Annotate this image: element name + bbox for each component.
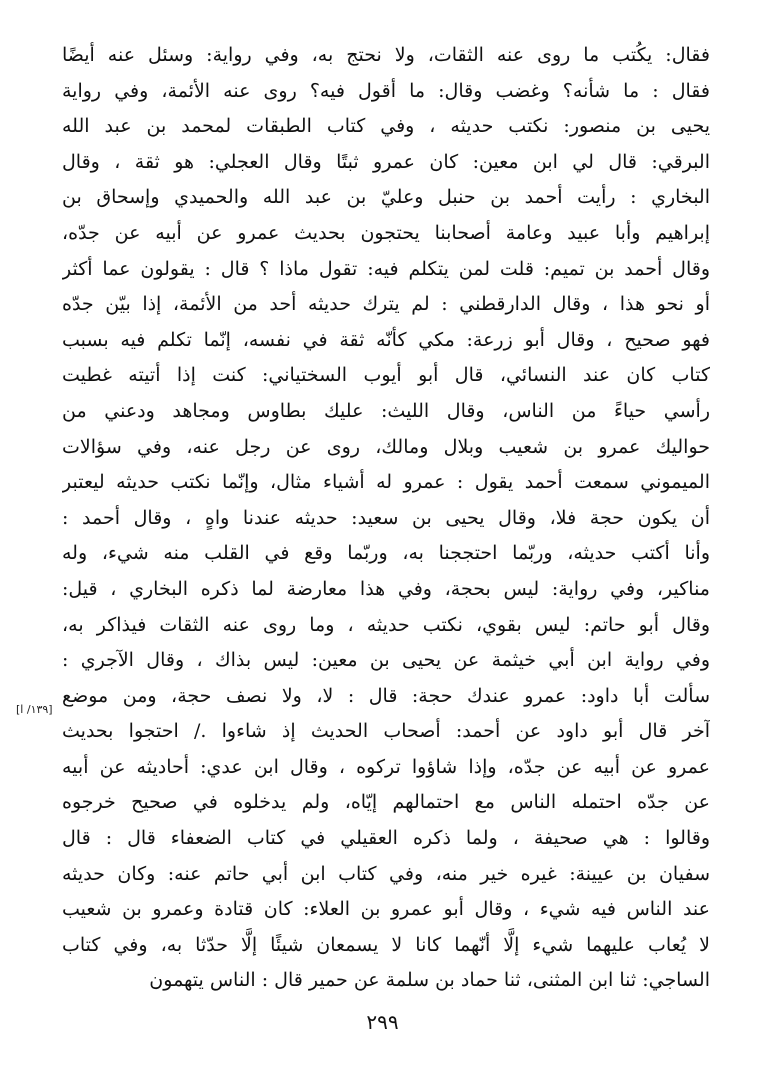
text-line: سألت أبا داود: عمرو عندك حجة: قال : لا، ولا نصف حجة، ومن موضع: [62, 684, 710, 707]
text-line: وأنا أكتب حديثه، وربّما احتججنا به، وربّما وقع في القلب منه شيء، وله: [62, 542, 710, 565]
text-line: وفي رواية ابن أبي خيثمة عن يحيى بن معين: ليس بذاك ، وقال الآجري :: [62, 649, 710, 672]
text-line: فقال: يكُتب ما روى عنه الثقات، ولا نحتج به، وفي رواية: وسئل عنه أيضًا: [62, 44, 710, 66]
text-line: يحيى بن منصور: نكتب حديثه ، وفي كتاب الطبقات لمحمد بن عبد الله: [62, 115, 710, 138]
text-line: مناكير، وفي رواية: ليس بحجة، وفي هذا معارضة لما ذكره البخاري ، قيل:: [62, 577, 710, 600]
text-line: البخاري : رأيت أحمد بن حنبل وعليّ بن عبد الله والحميدي وإسحاق بن: [62, 186, 710, 209]
text-line: وقال أبو حاتم: ليس بقوي، نكتب حديثه ، وما روى عنه الثقات فيذاكر به،: [62, 613, 710, 636]
text-line: عمرو عن أبيه عن جدّه، وإذا شاؤوا تركوه ، وقال ابن عدي: أحاديثه عن أبيه: [62, 755, 710, 778]
text-line: إبراهيم وأبا عبيد وعامة أصحابنا يحتجون بحديث عمرو عن أبيه عن جدّه،: [62, 221, 710, 244]
text-line: رأسي حياءً من الناس، وقال الليث: عليك بطاوس ومجاهد ودعني من: [62, 399, 710, 422]
text-line: أن يكون حجة فلا، وقال يحيى بن سعيد: حديثه عندنا واهٍ ، وقال أحمد :: [62, 506, 710, 529]
text-line: فهو صحيح ، وقال أبو زرعة: مكي كأنّه ثقة في نفسه، إنّما تكلم فيه بسبب: [62, 328, 710, 351]
text-line: أو نحو هذا ، وقال الدارقطني : لم يترك حديثه أحد من الأئمة، إذا بيّن جدّه: [62, 293, 710, 316]
text-line: حواليك عمرو بن شعيب وبلال ومالك، روى عن رجل عنه، وفي سؤالات: [62, 435, 710, 458]
page-number: ٢٩٩: [366, 1010, 399, 1034]
text-line: وقالوا : هي صحيفة ، ولما ذكره العقيلي في كتاب الضعفاء قال : قال: [62, 827, 710, 850]
text-line: كتاب كان عند النسائي، قال أبو أيوب السختياني: كنت إذا أتيته غطيت: [62, 364, 710, 387]
text-line: فقال : ما شأنه؟ وغضب وقال: ما أقول فيه؟ روى عنه الأئمة، وفي رواية: [62, 79, 710, 102]
text-line: عند الناس فيه شيء ، وقال أبو عمرو بن العلاء: كان قتادة وعمرو بن شعيب: [62, 898, 710, 921]
text-line: وقال أحمد بن تميم: قلت لمن يتكلم فيه: تقول ماذا ؟ قال : يقولون عما أكثر: [62, 257, 710, 280]
text-line: الميموني سمعت أحمد يقول : عمرو له أشياء مثال، وإنّما نكتب حديثه ليعتبر: [62, 471, 710, 494]
text-line: الساجي: ثنا ابن المثنى، ثنا حماد بن سلمة عن حمير قال : الناس يتهمون: [149, 969, 710, 992]
text-line: لا يُعاب عليهما شيء إلَّا أنّهما كانا لا يسمعان شيئًا إلَّا حدّثا به، وفي كتاب: [62, 933, 710, 956]
text-line: عن جدّه احتمله الناس مع احتمالهم إيّاه، ولم يدخلوه في صحيح خرجوه: [62, 791, 710, 814]
text-line: البرقي: قال لي ابن معين: كان عمرو ثبتًا وقال العجلي: هو ثقة ، وقال: [62, 150, 710, 173]
text-line: سفيان بن عيينة: غيره خير منه، وفي كتاب ابن أبي حاتم عنه: وكان حديثه: [62, 862, 710, 885]
body-text: [62, 38, 710, 999]
text-line: آخر قال أبو داود عن أحمد: أصحاب الحديث إذ شاءوا ./ احتجوا بحديث: [62, 720, 710, 743]
manuscript-folio-marker: [١٣٩/ ا]: [16, 703, 53, 716]
